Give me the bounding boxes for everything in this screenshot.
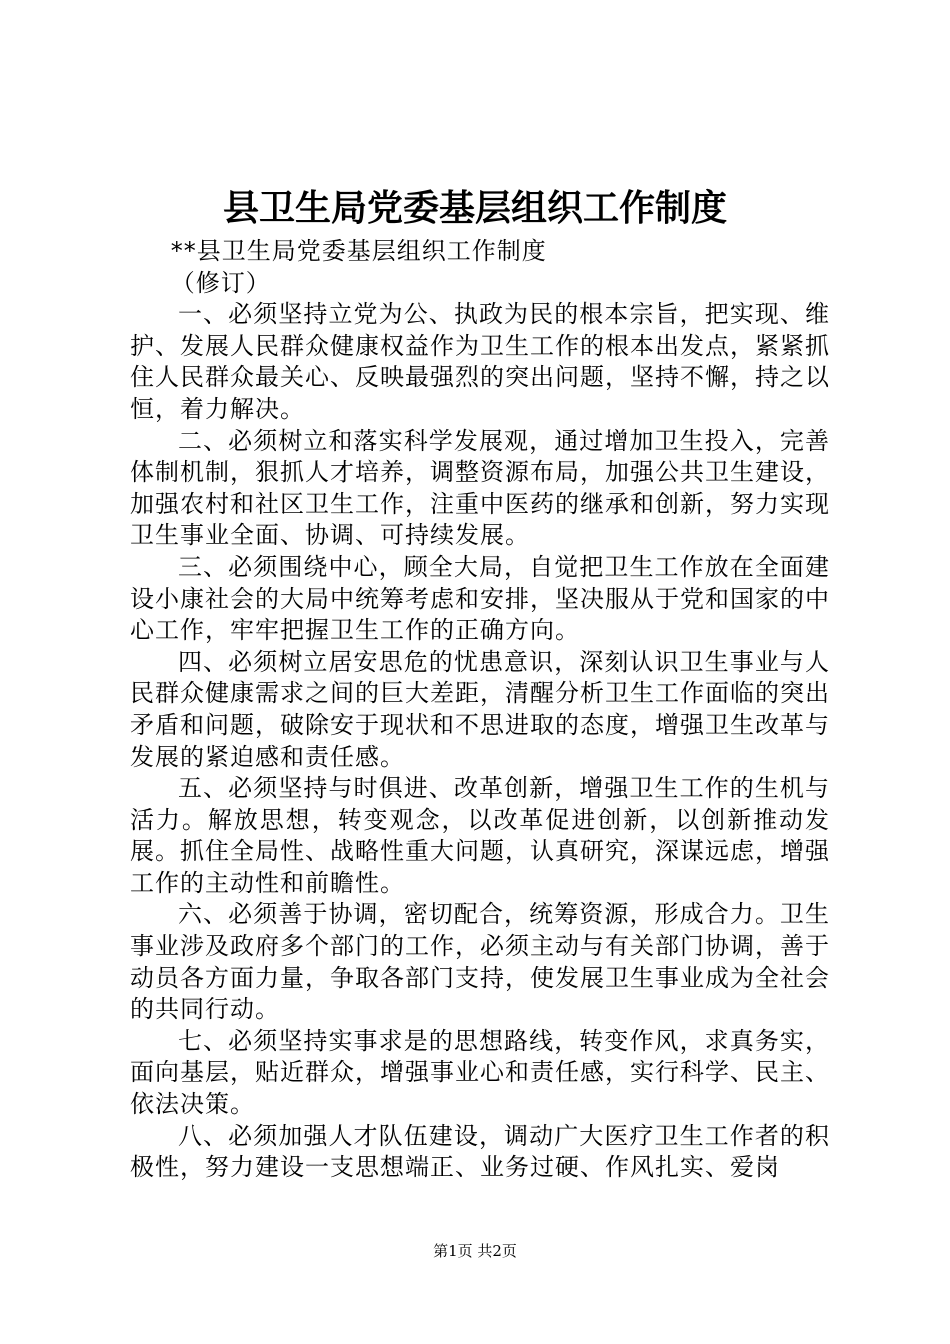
revision-note: （修订）: [170, 268, 271, 297]
paragraph-8: 八、必须加强人才队伍建设，调动广大医疗卫生工作者的积极性，努力建设一支思想端正、业务过硬、作风扎实、爱岗: [130, 1121, 830, 1182]
document-title: 县卫生局党委基层组织工作制度: [222, 187, 727, 229]
paragraph-6: 六、必须善于协调，密切配合，统筹资源，形成合力。卫生事业涉及政府多个部门的工作，必须主动与有关部门协调，善于动员各方面力量，争取各部门支持，使发展卫生事业成为全社会的共同行动。: [130, 900, 830, 1024]
paragraph-2: 二、必须树立和落实科学发展观，通过增加卫生投入，完善体制机制，狠抓人才培养，调整资源布局，加强公共卫生建设，加强农村和社区卫生工作，注重中医药的继承和创新，努力实现卫生事业全面、协调、可持续发展。: [130, 426, 830, 550]
paragraph-4: 四、必须树立居安思危的忧患意识，深刻认识卫生事业与人民群众健康需求之间的巨大差距，清醒分析卫生工作面临的突出矛盾和问题，破除安于现状和不思进取的态度，增强卫生改革与发展的紧迫感和责任感。: [130, 647, 830, 771]
paragraph-5: 五、必须坚持与时俱进、改革创新，增强卫生工作的生机与活力。解放思想，转变观念，以改革促进创新，以创新推动发展。抓住全局性、战略性重大问题，认真研究，深谋远虑，增强工作的主动性和前瞻性。: [130, 774, 830, 897]
page-footer: 第1页 共2页: [433, 1242, 517, 1260]
paragraph-7: 七、必须坚持实事求是的思想路线，转变作风，求真务实，面向基层，贴近群众，增强事业心和责任感，实行科学、民主、依法决策。: [130, 1026, 830, 1119]
document-subtitle: **县卫生局党委基层组织工作制度: [170, 237, 547, 265]
paragraph-3: 三、必须围绕中心，顾全大局，自觉把卫生工作放在全面建设小康社会的大局中统筹考虑和安排，坚决服从于党和国家的中心工作，牢牢把握卫生工作的正确方向。: [130, 552, 830, 645]
paragraph-1: 一、必须坚持立党为公、执政为民的根本宗旨，把实现、维护、发展人民群众健康权益作为卫生工作的根本出发点，紧紧抓住人民群众最关心、反映最强烈的突出问题，坚持不懈，持之以恒，着力解决。: [130, 300, 830, 423]
document-body: [130, 236, 830, 1184]
